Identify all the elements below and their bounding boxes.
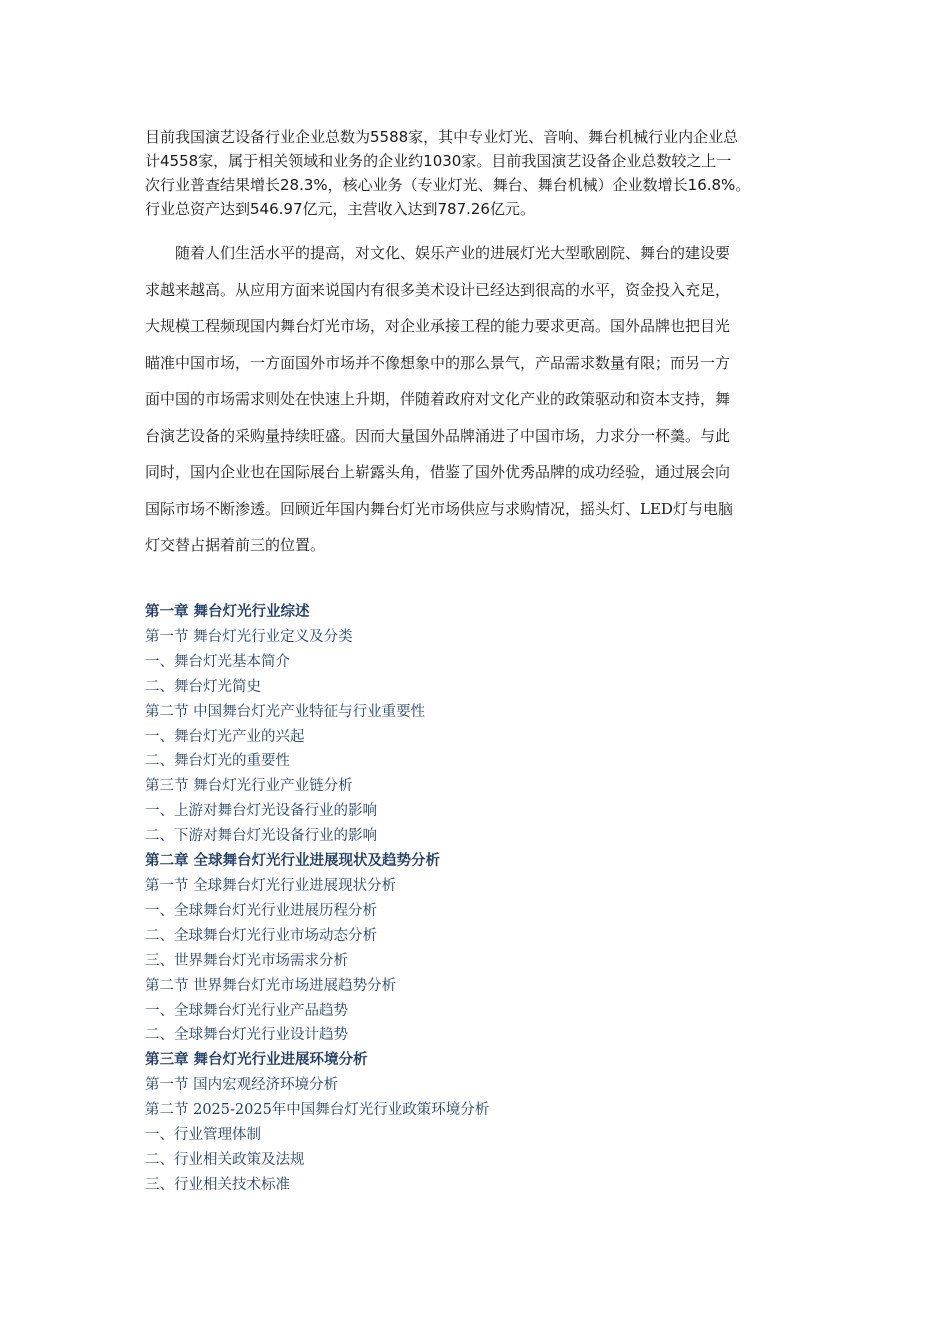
toc-item: 一、行业管理体制 — [145, 1127, 261, 1144]
body-line: 面中国的市场需求则处在快速上升期，伴随着政府对文化产业的政策驱动和资本支持，舞 — [145, 390, 731, 408]
toc-section: 第一节 舞台灯光行业定义及分类 — [145, 628, 353, 645]
toc-item: 二、舞台灯光的重要性 — [145, 753, 290, 770]
toc-item: 二、舞台灯光简史 — [145, 678, 261, 695]
toc-item: 一、全球舞台灯光行业产品趋势 — [145, 1002, 348, 1019]
toc-item: 一、舞台灯光基本简介 — [145, 653, 290, 670]
body-line: 台演艺设备的采购量持续旺盛。因而大量国外品牌涌进了中国市场，力求分一杯羹。与此 — [145, 426, 731, 445]
toc-chapter: 第二章 全球舞台灯光行业进展现状及趋势分析 — [145, 853, 441, 870]
toc-section: 第三节 舞台灯光行业产业链分析 — [145, 778, 353, 795]
toc-item: 二、全球舞台灯光行业设计趋势 — [145, 1027, 348, 1044]
body-line: 灯交替占据着前三的位置。 — [145, 536, 326, 554]
intro-line: 行业总资产达到546.97亿元，主营收入达到787.26亿元。 — [145, 200, 535, 218]
toc-section: 第二节 中国舞台灯光产业特征与行业重要性 — [145, 703, 426, 720]
toc-section: 第二节 2025-2025年中国舞台灯光行业政策环境分析 — [145, 1102, 490, 1119]
body-paragraph — [145, 235, 805, 564]
intro-paragraph — [145, 125, 805, 221]
body-line: 求越来越高。从应用方面来说国内有很多美术设计已经达到很高的水平，资金投入充足， — [145, 280, 731, 299]
body-line: 大规模工程频现国内舞台灯光市场，对企业承接工程的能力要求更高。国外品牌也把目光 — [145, 317, 731, 335]
toc-item: 二、全球舞台灯光行业市场动态分析 — [145, 927, 377, 944]
toc-item: 二、下游对舞台灯光设备行业的影响 — [145, 828, 377, 845]
body-line: 随着人们生活水平的提高，对文化、娱乐产业的进展灯光大型歌剧院、舞台的建设要 — [175, 244, 731, 262]
toc-item: 三、世界舞台灯光市场需求分析 — [145, 952, 348, 969]
toc-item: 三、行业相关技术标准 — [145, 1176, 290, 1193]
intro-line: 次行业普查结果增长28.3%，核心业务（专业灯光、舞台、舞台机械）企业数增长16.8%。 — [145, 176, 751, 194]
table-of-contents — [145, 600, 805, 1198]
body-line: 瞄准中国市场，一方面国外市场并不像想象中的那么景气，产品需求数量有限；而另一方 — [145, 353, 731, 372]
toc-section: 第一节 国内宏观经济环境分析 — [145, 1077, 339, 1094]
intro-line: 计4558家，属于相关领域和业务的企业约1030家。目前我国演艺设备企业总数较之上一 — [145, 152, 732, 170]
toc-item: 一、舞台灯光产业的兴起 — [145, 728, 305, 745]
toc-chapter: 第三章 舞台灯光行业进展环境分析 — [145, 1052, 368, 1069]
toc-section: 第二节 世界舞台灯光市场进展趋势分析 — [145, 977, 397, 994]
toc-section: 第一节 全球舞台灯光行业进展现状分析 — [145, 877, 397, 894]
toc-chapter: 第一章 舞台灯光行业综述 — [145, 604, 310, 620]
toc-item: 一、全球舞台灯光行业进展历程分析 — [145, 902, 377, 919]
toc-item: 二、行业相关政策及法规 — [145, 1151, 305, 1168]
body-line: 同时，国内企业也在国际展台上崭露头角，借鉴了国外优秀品牌的成功经验，通过展会向 — [145, 463, 731, 481]
intro-line: 目前我国演艺设备行业企业总数为5588家，其中专业灯光、音响、舞台机械行业内企业总 — [145, 128, 739, 146]
toc-item: 一、上游对舞台灯光设备行业的影响 — [145, 803, 377, 820]
body-line: 国际市场不断渗透。回顾近年国内舞台灯光市场供应与求购情况，摇头灯、LED灯与电脑 — [145, 499, 733, 518]
